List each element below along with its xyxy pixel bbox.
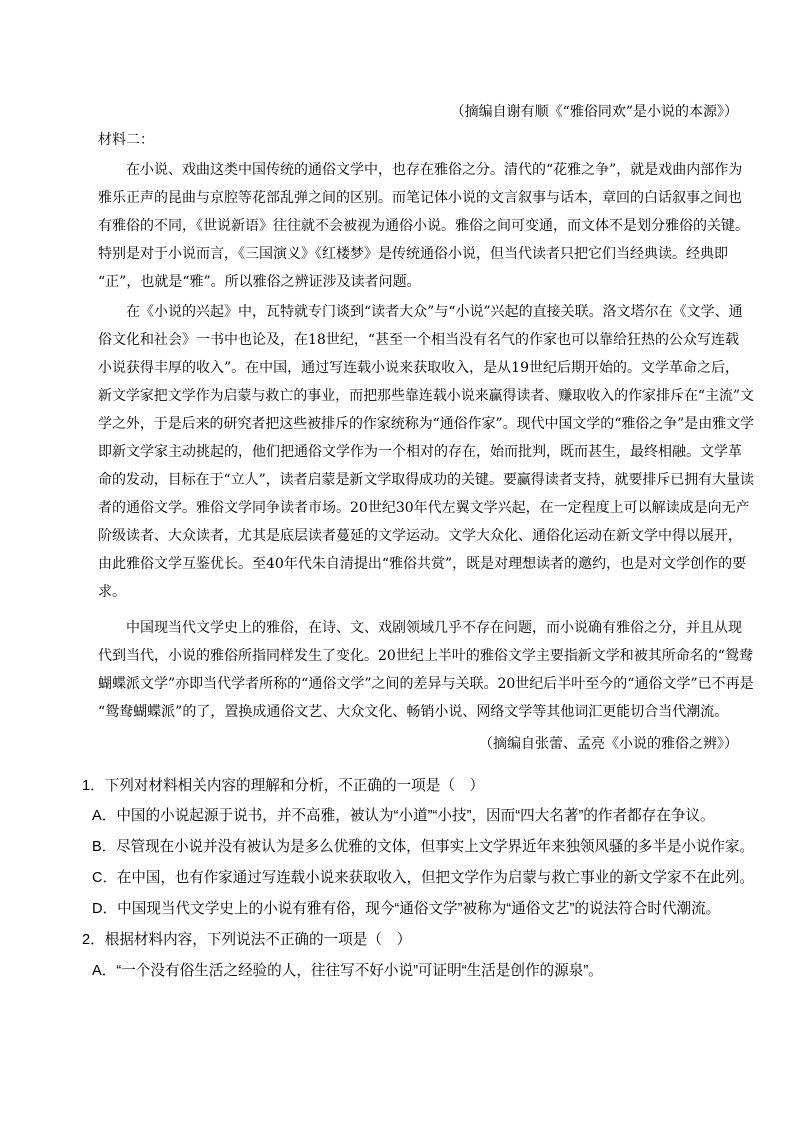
paragraph-line: 俗文化和社会》一书中也论及，在18世纪，“甚至一个相当没有名气的作家也可以靠给狂热的公众写连载 (98, 332, 739, 348)
paragraph-line: 求。 (98, 584, 126, 600)
paragraph-line: 由此雅俗文学互鉴优长。至40年代朱自清提出“雅俗共赏”，既是对理想读者的邀约，也是对文学创作的要 (98, 556, 747, 572)
paragraph-line: 中国现当代文学史上的雅俗，在诗、文、戏剧领域几乎不存在问题，而小说确有雅俗之分，并且从现 (126, 620, 742, 636)
question-1-option-d: D．中国现当代文学史上的小说有雅有俗，现今“通俗文学”被称为“通俗文艺”的说法符合时代潮流。 (92, 901, 721, 917)
paragraph-line: “鸳鸯蝴蝶派”的了，置换成通俗文艺、大众文化、畅销小说、网络文学等其他词汇更能切合当代潮流。 (98, 704, 729, 720)
source-citation-2: （摘编自张蕾、孟亮《小说的雅俗之辨》） (479, 736, 738, 752)
source-citation-1: （摘编自谢有顺《“雅俗同欢”是小说的本源》） (450, 104, 738, 120)
paragraph-line: 有雅俗的不同，《世说新语》往往就不会被视为通俗小说。雅俗之间可变通，而文体不是划分雅俗的关键。 (98, 218, 749, 234)
paragraph-line: 学之外，于是后来的研究者把这些被排斥的作家统称为“通俗作家”。现代中国文学的“雅俗之争”是由雅文学 (98, 416, 755, 432)
paragraph-line: “正”，也就是“雅”。所以雅俗之辨证涉及读者问题。 (98, 274, 421, 290)
paragraph-line: 命的发动，目标在于“立人”，读者启蒙是新文学取得成功的关键。要赢得读者支持，就要排斥已拥有大量读 (98, 472, 755, 488)
question-2-stem: 2．根据材料内容，下列说法不正确的一项是（ ） (82, 932, 412, 948)
question-2-option-a: A．“一个没有俗生活之经验的人，往往写不好小说”可证明“生活是创作的源泉”。 (92, 963, 603, 979)
question-1-option-b: B．尽管现在小说并没有被认为是多么优雅的文体，但事实上文学界近年来独领风骚的多半是小说作家。 (92, 839, 755, 855)
question-1-option-c: C．在中国，也有作家通过写连载小说来获取收入，但把文学作为启蒙与救亡事业的新文学家不在此列。 (92, 870, 754, 886)
paragraph-line: 即新文学家主动挑起的，他们把通俗文学作为一个相对的存在，始而批判，既而甚生，最终相融。文学革 (98, 444, 742, 460)
question-1-option-a: A．中国的小说起源于说书，并不高雅，被认为“小道”“小技”，因而“四大名著”的作者都存在争议。 (92, 808, 715, 824)
material-heading: 材料二： (98, 132, 154, 148)
paragraph-line: 蝴蝶派文学”亦即当代学者所称的“通俗文学”之间的差异与关联。20世纪后半叶至今的“通俗文学”已不再是 (98, 676, 754, 692)
paragraph-line: 在小说、戏曲这类中国传统的通俗文学中，也存在雅俗之分。清代的“花雅之争”，就是戏曲内部作为 (126, 162, 743, 178)
paragraph-line: 在《小说的兴起》中，瓦特就专门谈到“读者大众”与“小说”兴起的直接关联。洛文塔尔在《文学、通 (126, 304, 743, 320)
paragraph-line: 者的通俗文学。雅俗文学同争读者市场。20世纪30年代左翼文学兴起，在一定程度上可以解读成是向无产 (98, 500, 750, 516)
paragraph-line: 雅乐正声的昆曲与京腔等花部乱弹之间的区别。而笔记体小说的文言叙事与话本，章回的白话叙事之间也 (98, 190, 742, 206)
paragraph-line: 新文学家把文学作为启蒙与救亡的事业，而把那些靠连载小说来赢得读者、赚取收入的作家排斥在“主流”文 (98, 388, 755, 404)
paragraph-line: 阶级读者、大众读者，尤其是底层读者蔓延的文学运动。文学大众化、通俗化运动在新文学中得以展开， (98, 528, 742, 544)
paragraph-line: 代到当代，小说的雅俗所指同样发生了变化。20世纪上半叶的雅俗文学主要指新文学和被其所命名的“鸳鸯 (98, 648, 753, 664)
question-1-stem: 1．下列对材料相关内容的理解和分析，不正确的一项是（ ） (82, 778, 485, 794)
paragraph-line: 特别是对于小说而言，《三国演义》《红楼梦》是传统通俗小说，但当代读者只把它们当经典读。经典即 (98, 246, 728, 262)
paragraph-line: 小说获得丰厚的收入”。在中国，通过写连载小说来获取收入，是从19世纪后期开始的。文学革命之后， (98, 360, 739, 376)
